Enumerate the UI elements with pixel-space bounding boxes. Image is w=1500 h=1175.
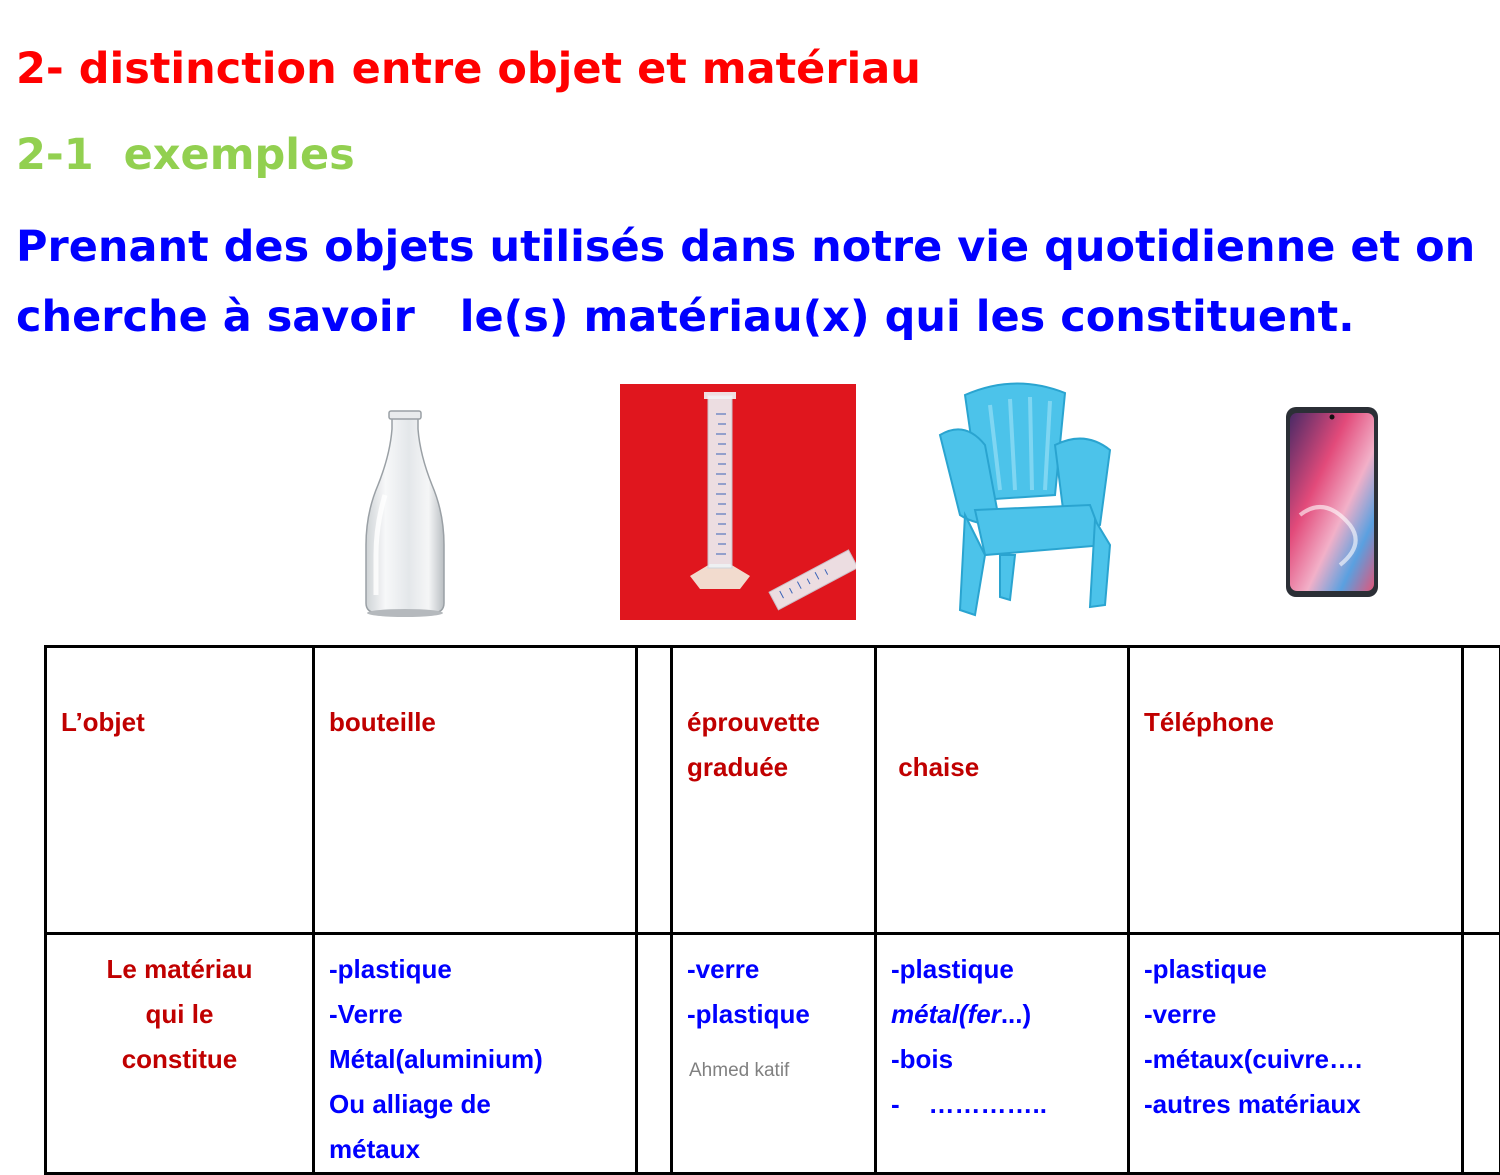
object-telephone: Téléphone <box>1129 647 1463 934</box>
row-label-line: Le matériau <box>61 947 298 992</box>
empty-cell <box>1463 647 1500 934</box>
material-item: métaux <box>329 1127 621 1172</box>
object-eprouvette-line: graduée <box>687 745 860 790</box>
object-material-table <box>44 645 1500 1175</box>
chair-image <box>905 375 1155 625</box>
graduated-cylinder-image <box>620 384 856 620</box>
intro-text <box>16 212 1486 352</box>
object-chaise-label: chaise <box>891 745 1113 790</box>
object-bouteille: bouteille <box>314 647 637 934</box>
material-item: -plastique <box>687 992 860 1037</box>
intro-line-2: cherche à savoir le(s) matériau(x) qui les constituent. <box>16 282 1486 352</box>
object-chaise <box>876 647 1129 934</box>
phone-image <box>1280 405 1385 600</box>
material-item: -plastique <box>1144 947 1447 992</box>
row-label-line: constitue <box>61 1037 298 1082</box>
empty-cell <box>637 934 672 1174</box>
row-label-line: qui le <box>61 992 298 1037</box>
table-row-materials <box>46 934 1500 1174</box>
material-item: -verre <box>1144 992 1447 1037</box>
empty-cell <box>637 647 672 934</box>
material-item-italic: métal(fer <box>891 999 1001 1029</box>
table-row-objects <box>46 647 1500 934</box>
material-item: -plastique <box>891 947 1113 992</box>
empty-cell <box>1463 934 1500 1174</box>
object-eprouvette-line: éprouvette <box>687 700 860 745</box>
material-item <box>891 992 1113 1037</box>
material-item: - ………….. <box>891 1082 1113 1127</box>
material-item-rest: ...) <box>1001 999 1031 1029</box>
materials-chaise <box>876 934 1129 1174</box>
material-item: -bois <box>891 1037 1113 1082</box>
subsection-title: 2-1 exemples <box>16 130 355 180</box>
material-item: -Verre <box>329 992 621 1037</box>
intro-line-1: Prenant des objets utilisés dans notre vie quotidienne et on <box>16 212 1486 282</box>
materials-eprouvette <box>672 934 876 1174</box>
row-label-materiau <box>46 934 314 1174</box>
material-item: Ou alliage de <box>329 1082 621 1127</box>
object-eprouvette <box>672 647 876 934</box>
materials-telephone <box>1129 934 1463 1174</box>
bottle-image <box>290 385 520 620</box>
row-label-objet: L’objet <box>46 647 314 934</box>
materials-bouteille <box>314 934 637 1174</box>
section-title: 2- distinction entre objet et matériau <box>16 44 921 94</box>
material-item: -autres matériaux <box>1144 1082 1447 1127</box>
material-item: -verre <box>687 947 860 992</box>
author-signature: Ahmed katif <box>689 1060 789 1082</box>
material-item: -métaux(cuivre…. <box>1144 1037 1447 1082</box>
material-item: -plastique <box>329 947 621 992</box>
material-item: Métal(aluminium) <box>329 1037 621 1082</box>
